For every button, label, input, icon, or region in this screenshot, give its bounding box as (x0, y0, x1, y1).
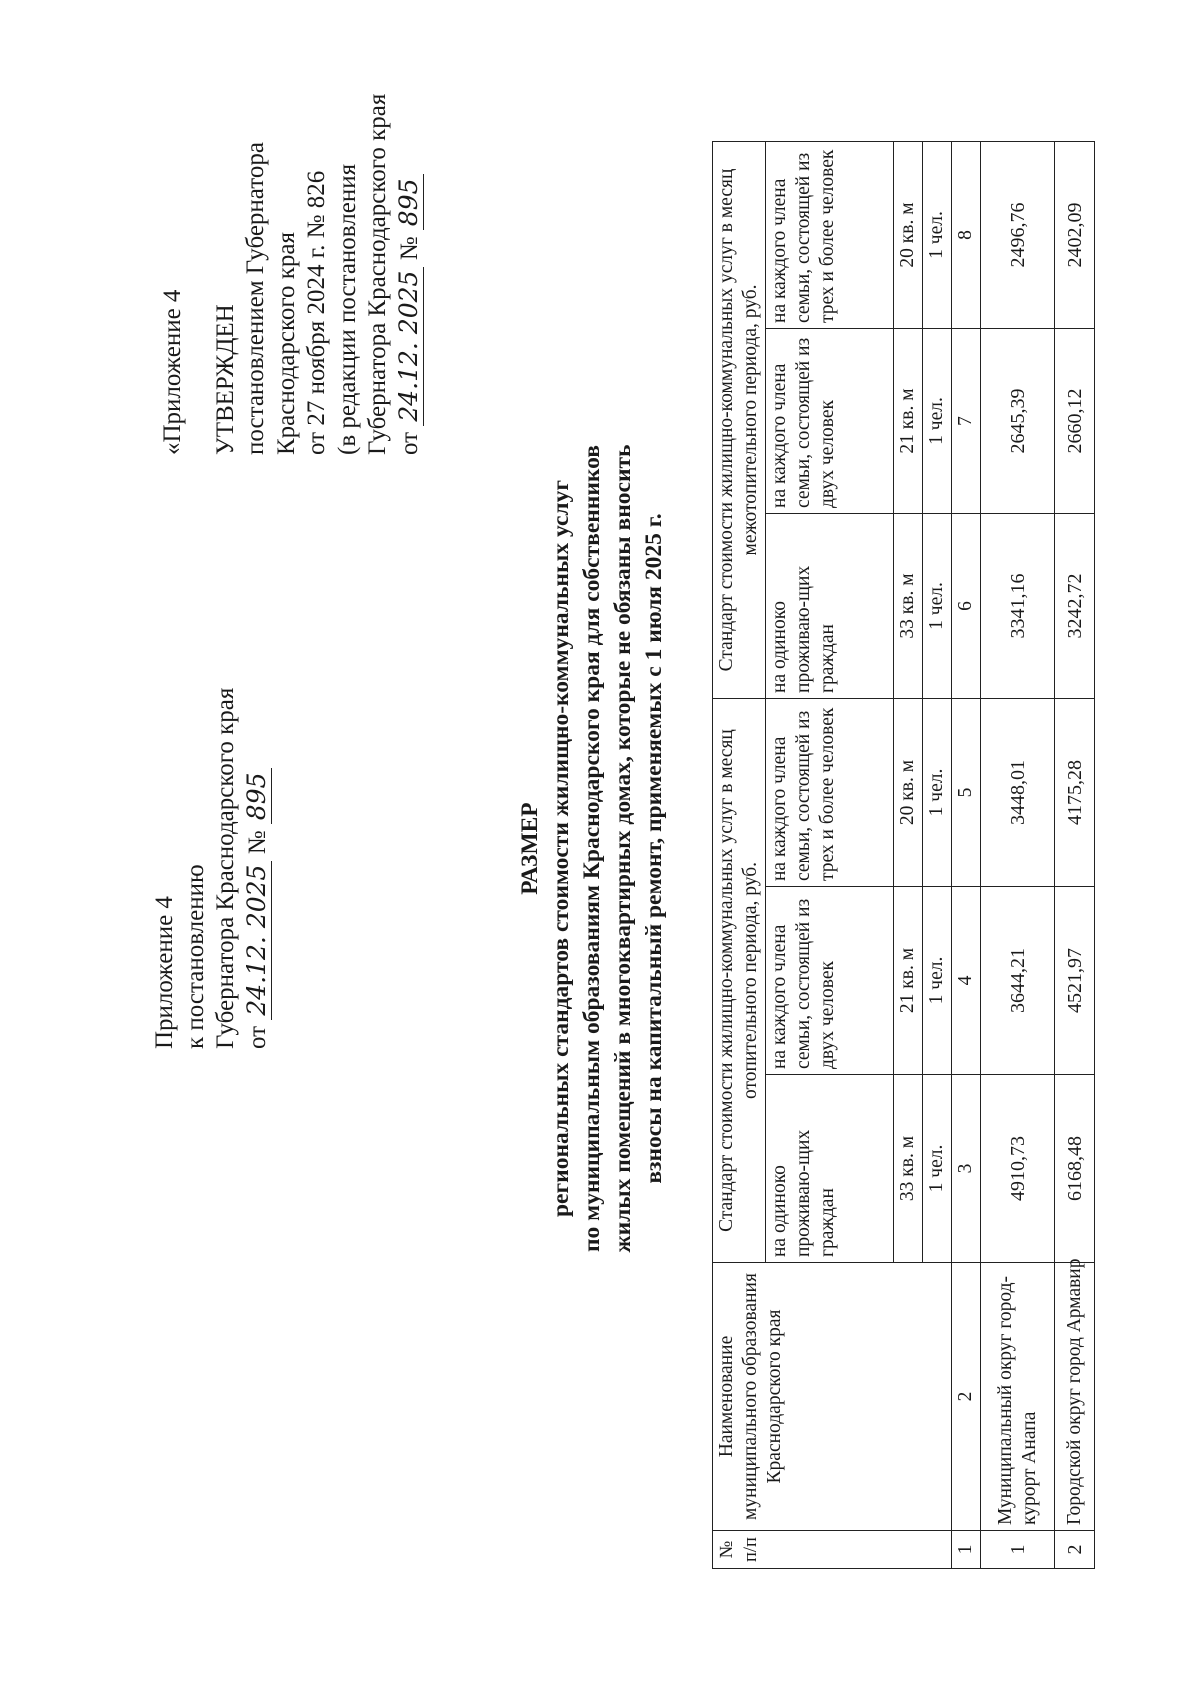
left-appendix-line: Приложение 4 (151, 896, 178, 1049)
title-line-2: региональных стандартов стоимости жилищно-коммунальных услуг (548, 479, 574, 1218)
title-line-4: жилых помещений в многоквартирных домах, которые не обязаны вносить (610, 444, 636, 1253)
table-row (1055, 141, 1095, 1568)
header-single: на одиноко проживаю-щих граждан (766, 1075, 894, 1263)
value-cell: 3644,21 (981, 887, 1055, 1075)
date-prefix: от (395, 431, 423, 455)
handwritten-number: 895 (242, 768, 272, 824)
header-two-persons: на каждого члена семьи, состоящей из двух человек (766, 328, 894, 513)
value-cell: 3448,01 (981, 698, 1055, 886)
header-three-plus: на каждого члена семьи, состоящей из трех и более человек (766, 698, 894, 886)
handwritten-number: 895 (394, 174, 424, 230)
area-cell: 33 кв. м (894, 513, 923, 698)
right-date-line (394, 94, 426, 455)
right-governor-line: Губернатора Краснодарского края (364, 93, 391, 455)
value-cell: 2660,12 (1055, 328, 1095, 513)
table-row (981, 141, 1055, 1568)
spacer (189, 94, 211, 455)
header-three-plus: на каждого члена семьи, состоящей из трех и более человек (766, 141, 894, 328)
standards-table (712, 141, 1095, 1569)
value-cell: 2402,09 (1055, 141, 1095, 328)
column-number: 2 (952, 1263, 981, 1531)
right-decree-line: постановлением Губернатора (242, 142, 269, 455)
value-cell: 4521,97 (1055, 887, 1095, 1075)
persons-cell: 1 чел. (923, 328, 952, 513)
document-title (515, 0, 670, 1697)
persons-cell: 1 чел. (923, 698, 952, 886)
column-number-row (952, 141, 981, 1568)
column-number: 7 (952, 328, 981, 513)
title-heading: РАЗМЕР (517, 802, 543, 895)
column-number: 6 (952, 513, 981, 698)
area-cell: 20 кв. м (894, 698, 923, 886)
handwritten-date: 24.12. 2025 (242, 861, 272, 1020)
column-number: 8 (952, 141, 981, 328)
left-decree-line: к постановлению (181, 864, 209, 1049)
header-heating-period: Стандарт стоимости жилищно-коммунальных услуг в месяц отопительного периода, руб. (713, 698, 766, 1262)
handwritten-date: 24.12. 2025 (394, 267, 424, 426)
value-cell: 4910,73 (981, 1075, 1055, 1263)
title-line-3: по муниципальным образованиям Краснодарского края для собственников (579, 445, 605, 1252)
right-region-line: Краснодарского края (272, 232, 300, 455)
column-number: 3 (952, 1075, 981, 1263)
persons-cell: 1 чел. (923, 1075, 952, 1263)
column-number: 1 (952, 1531, 981, 1569)
right-revision-line: (в редакции постановления (333, 163, 361, 455)
value-cell: 4175,28 (1055, 698, 1095, 886)
left-governor-line: Губернатора Краснодарского края (212, 687, 239, 1049)
left-date-line (242, 688, 274, 1049)
persons-cell: 1 чел. (923, 887, 952, 1075)
row-number: 1 (981, 1531, 1055, 1569)
header-single: на одиноко проживаю-щих граждан (766, 513, 894, 698)
right-original-date-line: от 27 ноября 2024 г. № 826 (303, 170, 330, 455)
persons-cell: 1 чел. (923, 141, 952, 328)
right-appendix-line: «Приложение 4 (159, 289, 186, 455)
date-prefix: от (243, 1025, 271, 1049)
value-cell: 2496,76 (981, 141, 1055, 328)
number-label: № (243, 830, 271, 855)
value-cell: 2645,39 (981, 328, 1055, 513)
header-two-persons: на каждого члена семьи, состоящей из двух человек (766, 887, 894, 1075)
title-line-5: взносы на капитальный ремонт, применяемых с 1 июля 2025 г. (641, 513, 667, 1184)
municipality-name: Городской округ город Армавир (1055, 1263, 1095, 1531)
header-number: № п/п (713, 1531, 952, 1569)
approved-line: УТВЕРЖДЕН (211, 304, 239, 455)
municipality-name: Муниципальный округ город-курорт Анапа (981, 1263, 1055, 1531)
right-appendix-block (158, 94, 425, 455)
area-cell: 21 кв. м (894, 328, 923, 513)
value-cell: 3341,16 (981, 513, 1055, 698)
persons-cell: 1 чел. (923, 513, 952, 698)
value-cell: 3242,72 (1055, 513, 1095, 698)
area-cell: 33 кв. м (894, 1075, 923, 1263)
number-label: № (395, 236, 423, 261)
column-number: 4 (952, 887, 981, 1075)
column-number: 5 (952, 698, 981, 886)
left-appendix-block (150, 688, 273, 1049)
header-non-heating-period: Стандарт стоимости жилищно-коммунальных услуг в месяц межотопительного периода, руб. (713, 141, 766, 698)
area-cell: 20 кв. м (894, 141, 923, 328)
area-cell: 21 кв. м (894, 887, 923, 1075)
header-municipality: Наименование муниципального образования Краснодарского края (713, 1263, 952, 1531)
row-number: 2 (1055, 1531, 1095, 1569)
value-cell: 6168,48 (1055, 1075, 1095, 1263)
